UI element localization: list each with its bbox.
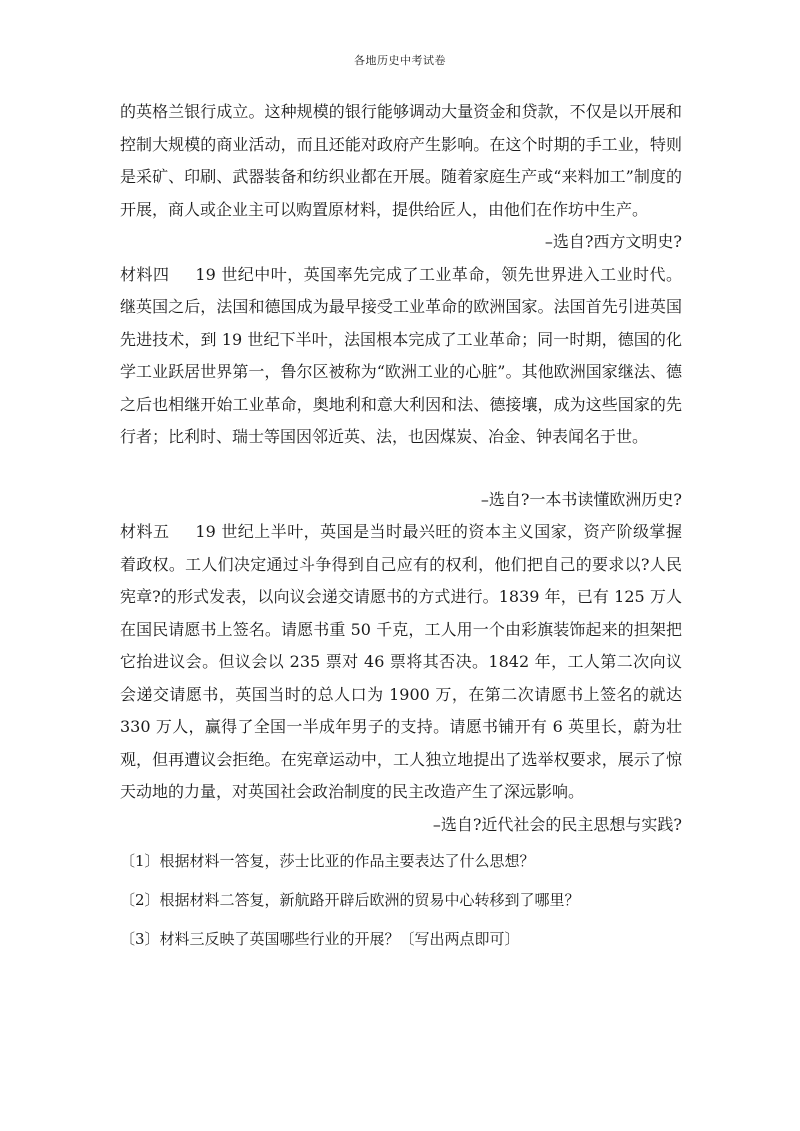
material3-source: –选自?西方文明史?: [544, 232, 682, 251]
material5-text: 19 世纪上半叶，英国是当时最兴旺的资本主义国家，资产阶级掌握着政权。工人们决定通过斗争得到自己应有的权利，他们把自己的要求以?人民宪章?的形式发表，以向议会递交请愿书的方式进行。1839 年，已有 125 万人在国民请愿书上签名。请愿书重 50 千克，工人用一个由彩旗装饰起来的担架把它抬进议会。但议会以 235 票对 46 票将其否决。1842 年，工人第二次向议会递交请愿书，英国当时的总人口为 1900 万，在第二次请愿书上签名的就达 330 万人，赢得了全国一半成年男子的支持。请愿书铺开有 6 英里长，蔚为壮观，但再遭议会拒绝。在宪章运动中，工人独立地提出了选举权要求，展示了惊天动地的力量，对英国社会政治制度的民主改造产生了深远影响。: [120, 522, 682, 801]
material4-text: 19 世纪中叶，英国率先完成了工业革命，领先世界进入工业时代。继英国之后，法国和德国成为最早接受工业革命的欧洲国家。法国首先引进英国先进技术，到 19 世纪下半叶，法国根本完成了工业革命；同一时期，德国的化学工业跃居世界第一，鲁尔区被称为“欧洲工业的心脏”。其他欧洲国家继法、德之后也相继开始工业革命，奥地利和意大利因和法、德接壤，成为这些国家的先行者；比利时、瑞士等国因邻近英、法，也因煤炭、冶金、钟表闻名于世。: [120, 264, 682, 446]
document-body: [120, 96, 682, 949]
page-header: 各地历史中考试卷: [354, 54, 446, 67]
material5-source: –选自?近代社会的民主思想与实践?: [432, 814, 682, 834]
material5-label: 材料五: [120, 522, 170, 541]
question-2: 〔2〕根据材料二答复，新航路开辟后欧洲的贸易中心转移到了哪里？: [120, 891, 580, 909]
material4-label: 材料四: [120, 264, 170, 284]
material3-tail-paragraph: 的英格兰银行成立。这种规模的银行能够调动大量资金和贷款，不仅是以开展和控制大规模的商业活动，而且还能对政府产生影响。在这个时期的手工业，特则是采矿、印刷、武器装备和纺织业都在开展。随着家庭生产或“来料加工”制度的开展，商人或企业主可以购置原材料，提供给匠人，由他们在作坊中生产。: [120, 102, 682, 219]
material4-paragraph: [120, 259, 682, 454]
material5-paragraph: [120, 516, 682, 809]
question-1: 〔1〕根据材料一答复，莎士比亚的作品主要表达了什么思想？: [120, 852, 535, 870]
question-3: 〔3〕材料三反映了英国哪些行业的开展？〔写出两点即可〕: [120, 930, 520, 948]
material4-source: –选自?一本书读懂欧洲历史?: [480, 489, 682, 509]
spacer: [120, 454, 682, 484]
